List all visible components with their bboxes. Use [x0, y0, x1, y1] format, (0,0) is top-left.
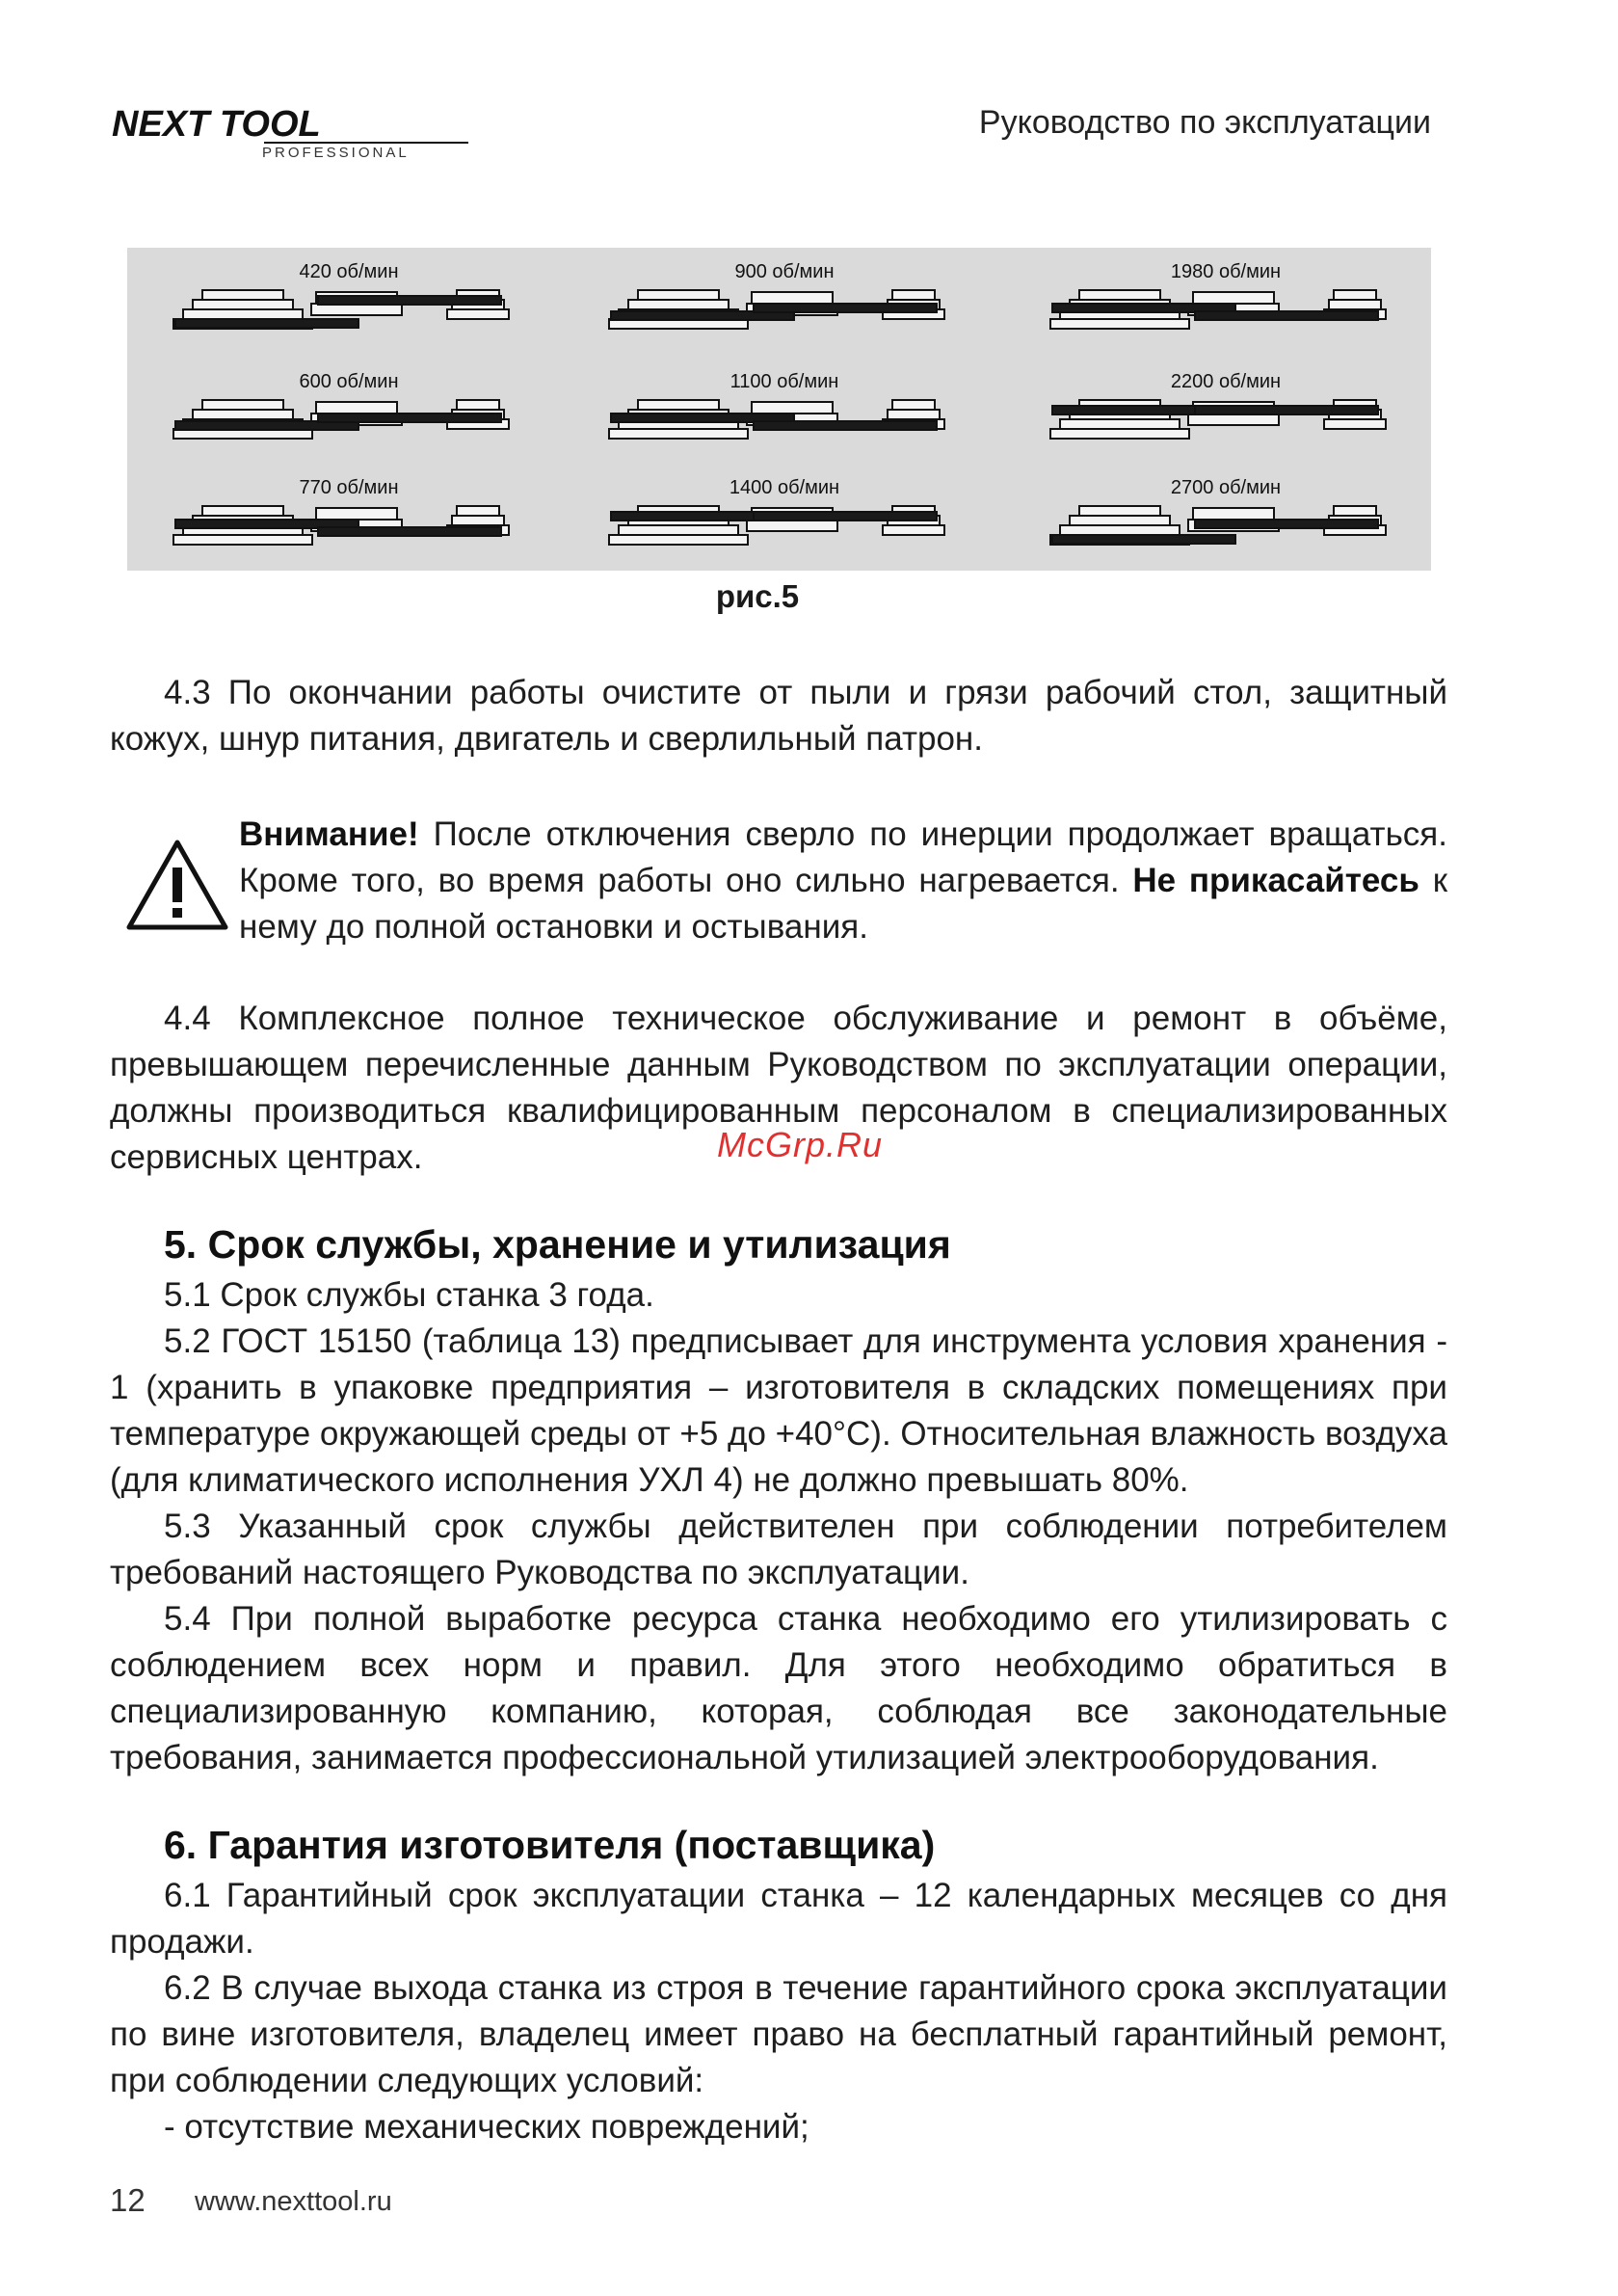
paragraph-5-4: 5.4 При полной выработке ресурса станка необходимо его утилизировать с соблюдением всех норм и правил. Для этого необходимо обратиться в специализированную компанию, которая, соблюдая все законодательные требования, занимается профессиональной утилизацией электрооборудования. — [110, 1600, 1447, 1776]
page-number: 12 — [110, 2182, 146, 2218]
motor-pulley-step — [1079, 290, 1160, 300]
motor-pulley-step — [173, 535, 312, 545]
spindle-pulley-step — [888, 410, 940, 419]
paragraph-6-2: 6.2 В случае выхода станка из строя в течение гарантийного срока эксплуатации по вине изготовителя, владелец имеет право на бесплатный гарантийный ремонт, при соблюдении следующих условий: — [110, 1969, 1447, 2099]
spindle-pulley-step — [1329, 300, 1381, 309]
motor-pulley-step — [628, 300, 729, 309]
website-url: www.nexttool.ru — [195, 2186, 392, 2217]
belt-lower — [175, 319, 358, 328]
warning-text-1: После отключения сверло по инерции продолжает вращаться. Кроме того, во время работы оно сильно нагревается. — [239, 815, 1447, 899]
figure-caption: рис.5 — [715, 578, 800, 614]
motor-pulley-step — [1079, 506, 1160, 516]
idler-pulley-step — [316, 402, 397, 414]
logo-main-text: NEXT TOOL — [112, 104, 321, 145]
paragraph-5-2: 5.2 ГОСТ 15150 (таблица 13) предписывает для инструмента условия хранения - 1 (хранить в упаковке предприятия – изготовителя в складских помещениях при температуре окружающей среды от +5 до +40°С). Относительная влажность воздуха (для климатического исполнения УХЛ 4) не должно превышать 80%. — [110, 1322, 1447, 1499]
motor-pulley-step — [619, 525, 738, 535]
belt-upper — [318, 414, 501, 422]
spindle-pulley-step — [892, 400, 935, 410]
spindle-pulley-step — [1334, 506, 1376, 516]
spindle-pulley-step — [1324, 419, 1386, 429]
speed-label: 420 об/мин — [299, 261, 399, 282]
spindle-pulley-step — [457, 506, 499, 516]
paragraph-4-4: 4.4 Комплексное полное техническое обслуживание и ремонт в объёме, превышающем перечисленные данным Руководством по эксплуатации операции, должны производиться квалифицированным персоналом в специализированных сервисных центрах. — [110, 1000, 1447, 1176]
motor-pulley-step — [183, 309, 303, 319]
idler-pulley-step — [316, 508, 397, 520]
spindle-pulley-step — [452, 516, 504, 525]
speed-label: 600 об/мин — [299, 371, 399, 392]
belt-upper — [1195, 406, 1378, 414]
idler-pulley-step — [752, 292, 833, 304]
speed-label: 770 об/мин — [299, 477, 399, 498]
warning-triangle-icon — [123, 837, 231, 933]
motor-pulley-step — [1050, 429, 1189, 439]
motor-pulley-step — [1070, 516, 1170, 525]
belt-upper — [754, 421, 937, 430]
belt-upper — [1195, 311, 1378, 320]
document-title: Руководство по эксплуатации — [978, 104, 1431, 141]
logo-sub-text: PROFESSIONAL — [262, 145, 410, 161]
speed-label: 900 об/мин — [734, 261, 835, 282]
speed-label: 1100 об/мин — [729, 371, 839, 392]
paragraph-5-3: 5.3 Указанный срок службы действителен при соблюдении потребителем требований настоящего Руководства по эксплуатации. — [110, 1508, 1447, 1591]
speed-label: 1400 об/мин — [729, 477, 840, 498]
paragraph-5-1: 5.1 Срок службы станка 3 года. — [164, 1276, 654, 1314]
belt-upper — [318, 527, 501, 536]
warning-text — [239, 812, 1447, 950]
list-item-1: - отсутствие механических повреждений; — [164, 2108, 809, 2146]
belt-upper — [754, 512, 937, 521]
spindle-pulley-step — [447, 309, 509, 319]
idler-pulley-step — [1193, 292, 1274, 304]
belt-upper — [754, 304, 937, 312]
spindle-pulley-step — [883, 525, 944, 535]
belt-upper — [318, 296, 501, 305]
speed-label: 1980 об/мин — [1170, 261, 1282, 282]
speed-label: 2700 об/мин — [1170, 477, 1282, 498]
nexttool-logo — [110, 104, 476, 162]
motor-pulley-step — [202, 290, 283, 300]
motor-pulley-step — [638, 290, 719, 300]
speed-label: 2200 об/мин — [1170, 371, 1282, 392]
motor-pulley-step — [193, 410, 293, 419]
belt-lower — [1052, 535, 1235, 544]
warning-label: Внимание! — [239, 815, 419, 853]
spindle-pulley-step — [1334, 290, 1376, 300]
motor-pulley-step — [1050, 319, 1189, 329]
motor-pulley-step — [609, 535, 748, 545]
motor-pulley-step — [202, 400, 283, 410]
belt-diagrams — [127, 248, 1431, 571]
motor-pulley-step — [202, 506, 283, 516]
warning-text-2: к нему до полной остановки и остывания. — [239, 862, 1448, 946]
belt-speed-figure — [127, 248, 1431, 571]
section-5-heading: 5. Срок службы, хранение и утилизация — [164, 1222, 951, 1267]
spindle-pulley-step — [457, 400, 499, 410]
belt-upper — [1195, 520, 1378, 528]
spindle-pulley-step — [892, 290, 935, 300]
watermark: McGrp.Ru — [717, 1125, 884, 1164]
paragraph-4-3: 4.3 По окончании работы очистите от пыли и грязи рабочий стол, защитный кожух, шнур питания, двигатель и сверлильный патрон. — [110, 674, 1447, 758]
motor-pulley-step — [638, 400, 719, 410]
motor-pulley-step — [193, 300, 293, 309]
paragraph-6-1: 6.1 Гарантийный срок эксплуатации станка – 12 календарных месяцев со дня продажи. — [110, 1877, 1447, 1961]
idler-pulley-step — [752, 402, 833, 414]
idler-pulley-step — [1193, 508, 1274, 520]
motor-pulley-step — [609, 429, 748, 439]
section-6-heading: 6. Гарантия изготовителя (поставщика) — [164, 1823, 936, 1867]
warning-bold-2: Не прикасайтесь — [1132, 862, 1419, 899]
motor-pulley-step — [1060, 525, 1180, 535]
motor-pulley-step — [1060, 419, 1180, 429]
